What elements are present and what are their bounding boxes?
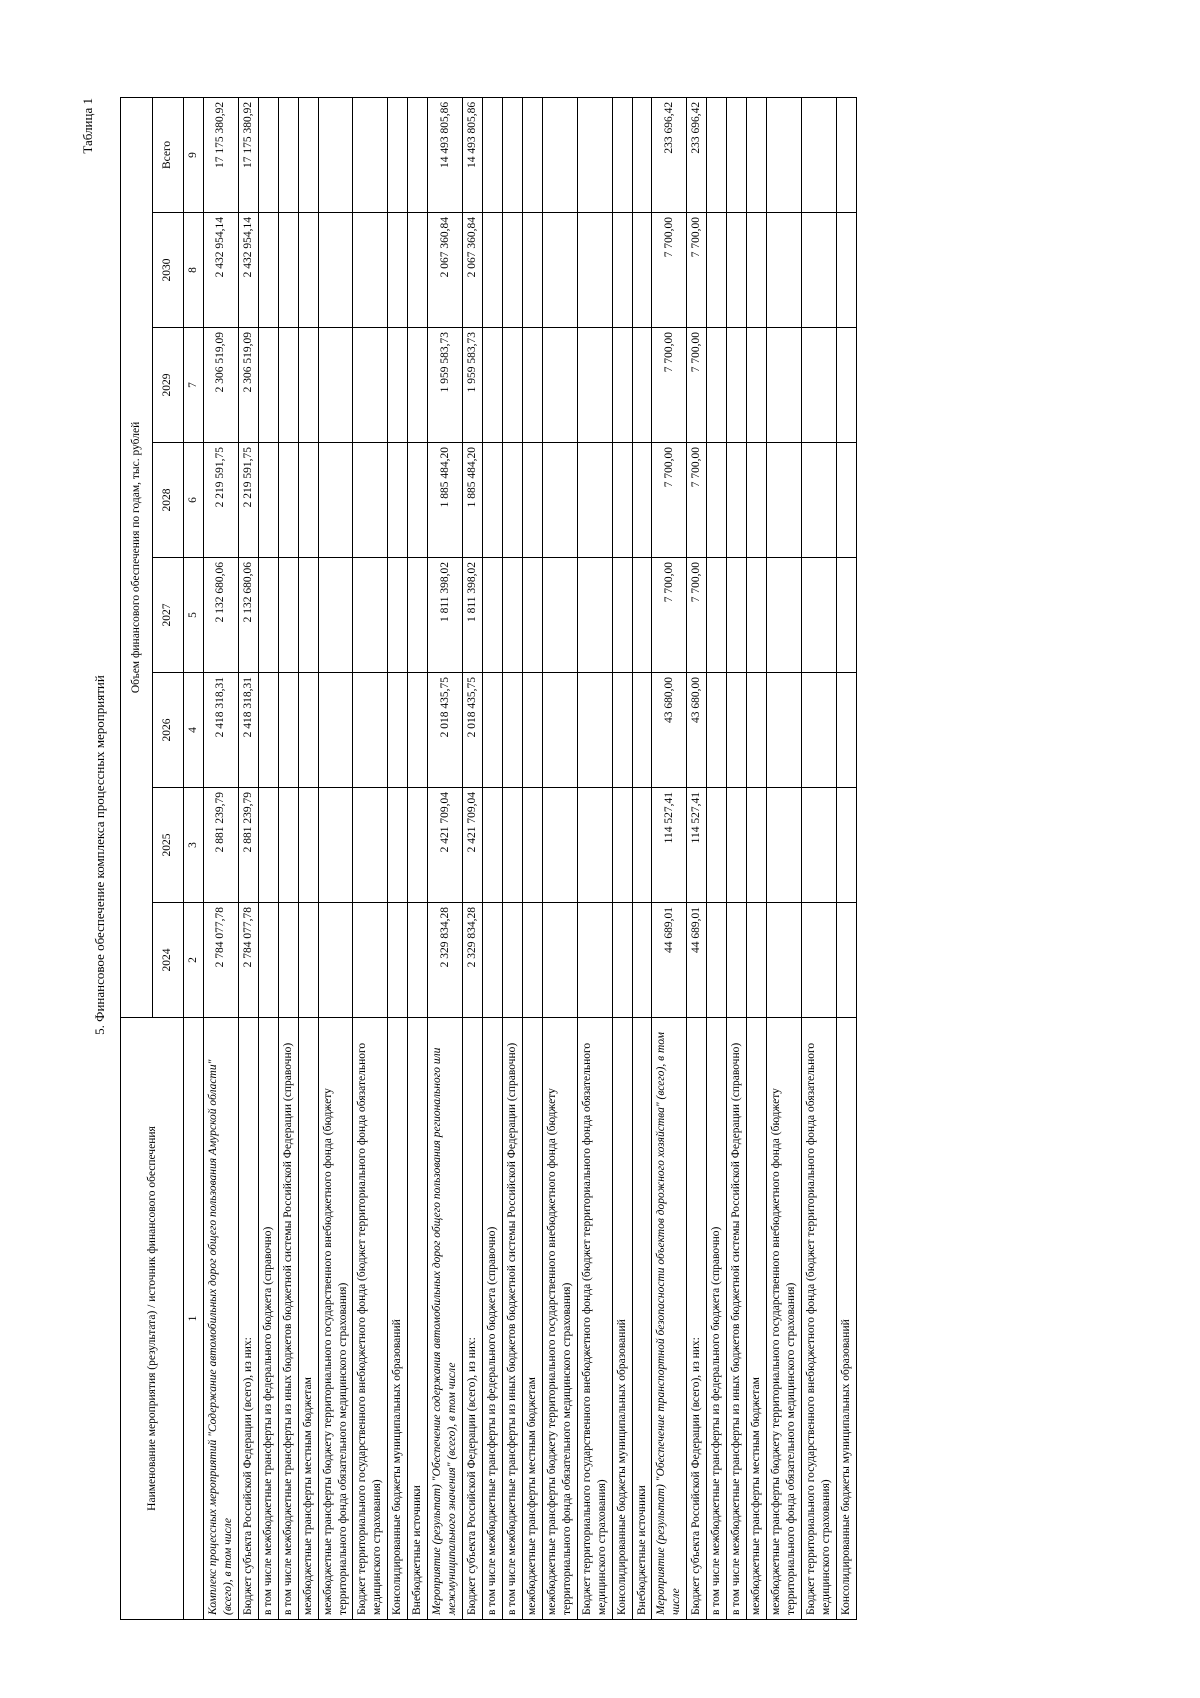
value-cell: 2 132 680,06 [203, 558, 238, 673]
row-label: межбюджетные трансферты местным бюджетам [747, 1018, 767, 1620]
row-label: межбюджетные трансферты бюджету территориального государственного внебюджетного фонда (бюджету территориального фонда обязательного медицинского страхования) [767, 1018, 802, 1620]
value-cell: 43 680,00 [652, 673, 687, 788]
total-cell [542, 97, 577, 212]
value-cell [727, 213, 747, 328]
value-cell [707, 328, 727, 443]
value-cell: 7 700,00 [652, 213, 687, 328]
value-cell [502, 443, 522, 558]
value-cell: 2 421 709,04 [428, 788, 463, 903]
value-cell: 2 306 519,09 [203, 328, 238, 443]
value-cell [502, 558, 522, 673]
value-cell [278, 328, 298, 443]
value-cell: 1 811 398,02 [463, 558, 483, 673]
value-cell [483, 213, 503, 328]
total-cell [388, 97, 408, 212]
column-number: 3 [184, 788, 204, 903]
value-cell [767, 673, 802, 788]
value-cell: 2 432 954,14 [238, 213, 258, 328]
total-cell [502, 97, 522, 212]
value-cell [632, 213, 652, 328]
value-cell: 7 700,00 [652, 558, 687, 673]
total-cell [612, 97, 632, 212]
value-cell [577, 328, 612, 443]
table-row [707, 97, 727, 1619]
value-cell: 2 306 519,09 [238, 328, 258, 443]
value-cell [632, 903, 652, 1018]
value-cell [278, 673, 298, 788]
value-cell [388, 788, 408, 903]
value-cell [318, 443, 353, 558]
value-cell [801, 673, 836, 788]
value-cell [483, 558, 503, 673]
value-cell [483, 788, 503, 903]
row-label: в том числе межбюджетные трансферты из иных бюджетов бюджетной системы Российской Федерации (справочно) [278, 1018, 298, 1620]
value-cell [353, 443, 388, 558]
table-row [522, 97, 542, 1619]
table-row [258, 97, 278, 1619]
value-cell [707, 213, 727, 328]
value-cell [278, 558, 298, 673]
value-cell: 2 132 680,06 [238, 558, 258, 673]
row-label: Внебюджетные источники [408, 1018, 428, 1620]
value-cell: 2 881 239,79 [238, 788, 258, 903]
total-cell [727, 97, 747, 212]
total-cell [522, 97, 542, 212]
value-cell [747, 673, 767, 788]
total-cell [801, 97, 836, 212]
value-cell [577, 443, 612, 558]
table-row [542, 97, 577, 1619]
value-cell [318, 788, 353, 903]
table-row [463, 97, 483, 1619]
value-cell [747, 213, 767, 328]
table-row [428, 97, 463, 1619]
row-label: в том числе межбюджетные трансферты из иных бюджетов бюджетной системы Российской Федерации (справочно) [502, 1018, 522, 1620]
value-cell: 2 881 239,79 [203, 788, 238, 903]
value-cell [258, 558, 278, 673]
value-cell: 114 527,41 [687, 788, 707, 903]
value-cell [801, 328, 836, 443]
value-cell [836, 443, 856, 558]
column-number: 4 [184, 673, 204, 788]
value-cell [522, 328, 542, 443]
value-cell [542, 328, 577, 443]
row-label: Мероприятие (результат) "Обеспечение транспортной безопасности объектов дорожного хозяйства" (всего), в том числе [652, 1018, 687, 1620]
header-total: Всего [152, 97, 184, 212]
value-cell: 1 811 398,02 [428, 558, 463, 673]
value-cell [542, 673, 577, 788]
value-cell: 114 527,41 [652, 788, 687, 903]
value-cell: 7 700,00 [652, 328, 687, 443]
value-cell [388, 673, 408, 788]
value-cell [767, 788, 802, 903]
value-cell [577, 558, 612, 673]
header-year: 2026 [152, 673, 184, 788]
total-cell: 17 175 380,92 [238, 97, 258, 212]
value-cell [707, 558, 727, 673]
value-cell: 2 067 360,84 [463, 213, 483, 328]
row-label: Бюджет субъекта Российской Федерации (всего), из них: [463, 1018, 483, 1620]
value-cell [767, 558, 802, 673]
value-cell [258, 328, 278, 443]
value-cell [577, 903, 612, 1018]
value-cell [388, 903, 408, 1018]
value-cell [258, 673, 278, 788]
value-cell [298, 443, 318, 558]
value-cell: 1 959 583,73 [463, 328, 483, 443]
value-cell [542, 903, 577, 1018]
total-cell [632, 97, 652, 212]
header-funding-group: Объем финансового обеспечения по годам, тыс. рублей [121, 97, 153, 1017]
header-year: 2030 [152, 213, 184, 328]
value-cell [612, 788, 632, 903]
value-cell [767, 213, 802, 328]
value-cell: 2 329 834,28 [463, 903, 483, 1018]
financing-table [120, 97, 857, 1620]
value-cell [767, 443, 802, 558]
value-cell [632, 443, 652, 558]
table-row [767, 97, 802, 1619]
total-cell [298, 97, 318, 212]
value-cell [522, 903, 542, 1018]
value-cell [707, 903, 727, 1018]
header-year: 2027 [152, 558, 184, 673]
value-cell [298, 903, 318, 1018]
row-label: межбюджетные трансферты местным бюджетам [298, 1018, 318, 1620]
value-cell [542, 443, 577, 558]
row-label: в том числе межбюджетные трансферты из федерального бюджета (справочно) [707, 1018, 727, 1620]
value-cell: 7 700,00 [687, 213, 707, 328]
value-cell [727, 443, 747, 558]
total-cell [747, 97, 767, 212]
value-cell [318, 328, 353, 443]
value-cell [483, 903, 503, 1018]
table-body [203, 97, 856, 1619]
table-row [747, 97, 767, 1619]
value-cell [727, 788, 747, 903]
value-cell [836, 903, 856, 1018]
value-cell [577, 788, 612, 903]
value-cell [258, 443, 278, 558]
value-cell [522, 788, 542, 903]
document-title: 5. Финансовое обеспечение комплекса процессных мероприятий [92, 675, 107, 1035]
value-cell [388, 443, 408, 558]
table-row [836, 97, 856, 1619]
value-cell: 2 784 077,78 [203, 903, 238, 1018]
row-label: Мероприятие (результат) "Обеспечение содержания автомобильных дорог общего пользования регионального или межмуниципального значения" (всего), в том числе [428, 1018, 463, 1620]
total-cell [483, 97, 503, 212]
row-label: Консолидированные бюджеты муниципальных образований [388, 1018, 408, 1620]
total-cell: 17 175 380,92 [203, 97, 238, 212]
row-label: в том числе межбюджетные трансферты из иных бюджетов бюджетной системы Российской Федерации (справочно) [727, 1018, 747, 1620]
table-row [408, 97, 428, 1619]
value-cell [502, 673, 522, 788]
value-cell [612, 443, 632, 558]
value-cell [747, 788, 767, 903]
value-cell [258, 213, 278, 328]
value-cell [522, 673, 542, 788]
total-cell [836, 97, 856, 212]
column-number: 8 [184, 213, 204, 328]
row-label: Бюджет территориального государственного внебюджетного фонда (бюджет территориального фонда обязательного медицинского страхования) [353, 1018, 388, 1620]
value-cell [612, 213, 632, 328]
value-cell: 2 432 954,14 [203, 213, 238, 328]
value-cell [318, 213, 353, 328]
value-cell [298, 673, 318, 788]
value-cell [801, 558, 836, 673]
table-row [577, 97, 612, 1619]
value-cell [298, 328, 318, 443]
value-cell [612, 558, 632, 673]
table-row [238, 97, 258, 1619]
value-cell [318, 558, 353, 673]
value-cell [258, 788, 278, 903]
total-cell [318, 97, 353, 212]
row-label: Комплекс процессных мероприятий "Содержание автомобильных дорог общего пользования Амурской области" (всего), в том числе [203, 1018, 238, 1620]
row-label: Консолидированные бюджеты муниципальных образований [612, 1018, 632, 1620]
value-cell [502, 328, 522, 443]
value-cell [318, 903, 353, 1018]
value-cell: 2 421 709,04 [463, 788, 483, 903]
value-cell [542, 788, 577, 903]
value-cell [836, 328, 856, 443]
value-cell [298, 558, 318, 673]
value-cell [408, 903, 428, 1018]
value-cell [707, 673, 727, 788]
value-cell [801, 443, 836, 558]
value-cell [727, 673, 747, 788]
value-cell [836, 558, 856, 673]
value-cell [707, 443, 727, 558]
row-label: Бюджет субъекта Российской Федерации (всего), из них: [687, 1018, 707, 1620]
total-cell [353, 97, 388, 212]
row-label: в том числе межбюджетные трансферты из федерального бюджета (справочно) [483, 1018, 503, 1620]
value-cell: 7 700,00 [652, 443, 687, 558]
value-cell [727, 903, 747, 1018]
table-row [652, 97, 687, 1619]
table-row [298, 97, 318, 1619]
value-cell [483, 443, 503, 558]
value-cell [836, 788, 856, 903]
value-cell [522, 443, 542, 558]
header-year: 2028 [152, 443, 184, 558]
value-cell: 2 219 591,75 [203, 443, 238, 558]
table-row [483, 97, 503, 1619]
value-cell: 1 885 484,20 [428, 443, 463, 558]
value-cell: 7 700,00 [687, 328, 707, 443]
header-name-column: Наименование мероприятия (результата) / источник финансового обеспечения [121, 1018, 184, 1620]
value-cell [747, 328, 767, 443]
value-cell [483, 328, 503, 443]
value-cell: 1 885 484,20 [463, 443, 483, 558]
value-cell [483, 673, 503, 788]
table-row [318, 97, 353, 1619]
total-cell [767, 97, 802, 212]
value-cell [801, 788, 836, 903]
table-row [801, 97, 836, 1619]
total-cell [707, 97, 727, 212]
value-cell [408, 328, 428, 443]
value-cell [318, 673, 353, 788]
value-cell [542, 213, 577, 328]
header-year: 2025 [152, 788, 184, 903]
value-cell [408, 443, 428, 558]
value-cell [258, 903, 278, 1018]
header-row-numbers [184, 97, 204, 1619]
value-cell [632, 673, 652, 788]
value-cell [278, 788, 298, 903]
column-number: 2 [184, 903, 204, 1018]
value-cell [577, 213, 612, 328]
value-cell [353, 673, 388, 788]
row-label: в том числе межбюджетные трансферты из федерального бюджета (справочно) [258, 1018, 278, 1620]
value-cell [278, 903, 298, 1018]
header-row-group [121, 97, 153, 1619]
value-cell: 2 418 318,31 [203, 673, 238, 788]
value-cell [408, 788, 428, 903]
value-cell [632, 558, 652, 673]
value-cell [747, 443, 767, 558]
value-cell [727, 328, 747, 443]
table-row [353, 97, 388, 1619]
value-cell [836, 213, 856, 328]
row-label: межбюджетные трансферты местным бюджетам [522, 1018, 542, 1620]
total-cell [577, 97, 612, 212]
column-number: 7 [184, 328, 204, 443]
value-cell [542, 558, 577, 673]
value-cell [298, 788, 318, 903]
value-cell [353, 328, 388, 443]
table-row [502, 97, 522, 1619]
row-label: Консолидированные бюджеты муниципальных образований [836, 1018, 856, 1620]
value-cell [353, 788, 388, 903]
value-cell [801, 213, 836, 328]
value-cell: 2 018 435,75 [463, 673, 483, 788]
header-year: 2024 [152, 903, 184, 1018]
value-cell [278, 443, 298, 558]
value-cell: 44 689,01 [652, 903, 687, 1018]
total-cell [278, 97, 298, 212]
rotated-document-page [80, 90, 1130, 1620]
value-cell [632, 328, 652, 443]
value-cell [388, 328, 408, 443]
table-row [278, 97, 298, 1619]
table-row [687, 97, 707, 1619]
value-cell: 43 680,00 [687, 673, 707, 788]
value-cell [502, 903, 522, 1018]
value-cell: 2 329 834,28 [428, 903, 463, 1018]
value-cell: 2 784 077,78 [238, 903, 258, 1018]
value-cell [767, 903, 802, 1018]
total-cell: 233 696,42 [652, 97, 687, 212]
value-cell [577, 673, 612, 788]
value-cell [612, 328, 632, 443]
row-label: Бюджет территориального государственного внебюджетного фонда (бюджет территориального фонда обязательного медицинского страхования) [801, 1018, 836, 1620]
total-cell: 14 493 805,86 [463, 97, 483, 212]
table-row [612, 97, 632, 1619]
column-number: 6 [184, 443, 204, 558]
value-cell [502, 788, 522, 903]
value-cell [408, 213, 428, 328]
value-cell [353, 213, 388, 328]
value-cell: 2 018 435,75 [428, 673, 463, 788]
header-year: 2029 [152, 328, 184, 443]
total-cell: 14 493 805,86 [428, 97, 463, 212]
value-cell [612, 673, 632, 788]
value-cell [502, 213, 522, 328]
value-cell [298, 213, 318, 328]
table-row [203, 97, 238, 1619]
table-row [388, 97, 408, 1619]
value-cell: 2 067 360,84 [428, 213, 463, 328]
value-cell [388, 558, 408, 673]
row-label: Внебюджетные источники [632, 1018, 652, 1620]
table-label: Таблица 1 [80, 98, 95, 154]
row-label: Бюджет субъекта Российской Федерации (всего), из них: [238, 1018, 258, 1620]
value-cell [278, 213, 298, 328]
value-cell [727, 558, 747, 673]
value-cell [747, 558, 767, 673]
row-label: межбюджетные трансферты бюджету территориального государственного внебюджетного фонда (бюджету территориального фонда обязательного медицинского страхования) [542, 1018, 577, 1620]
table-row [632, 97, 652, 1619]
total-cell [408, 97, 428, 212]
total-cell [258, 97, 278, 212]
value-cell [767, 328, 802, 443]
total-cell: 233 696,42 [687, 97, 707, 212]
value-cell [632, 788, 652, 903]
value-cell [408, 558, 428, 673]
value-cell: 7 700,00 [687, 558, 707, 673]
column-number: 5 [184, 558, 204, 673]
value-cell [801, 903, 836, 1018]
value-cell [612, 903, 632, 1018]
value-cell [836, 673, 856, 788]
value-cell: 2 418 318,31 [238, 673, 258, 788]
value-cell [522, 213, 542, 328]
value-cell: 7 700,00 [687, 443, 707, 558]
value-cell [353, 903, 388, 1018]
value-cell [353, 558, 388, 673]
value-cell [388, 213, 408, 328]
column-number: 9 [184, 97, 204, 212]
value-cell [747, 903, 767, 1018]
value-cell: 44 689,01 [687, 903, 707, 1018]
row-label: межбюджетные трансферты бюджету территориального государственного внебюджетного фонда (бюджету территориального фонда обязательного медицинского страхования) [318, 1018, 353, 1620]
value-cell [707, 788, 727, 903]
row-label: Бюджет территориального государственного внебюджетного фонда (бюджет территориального фонда обязательного медицинского страхования) [577, 1018, 612, 1620]
value-cell: 1 959 583,73 [428, 328, 463, 443]
value-cell [408, 673, 428, 788]
value-cell: 2 219 591,75 [238, 443, 258, 558]
column-number: 1 [184, 1018, 204, 1620]
value-cell [522, 558, 542, 673]
table-row [727, 97, 747, 1619]
